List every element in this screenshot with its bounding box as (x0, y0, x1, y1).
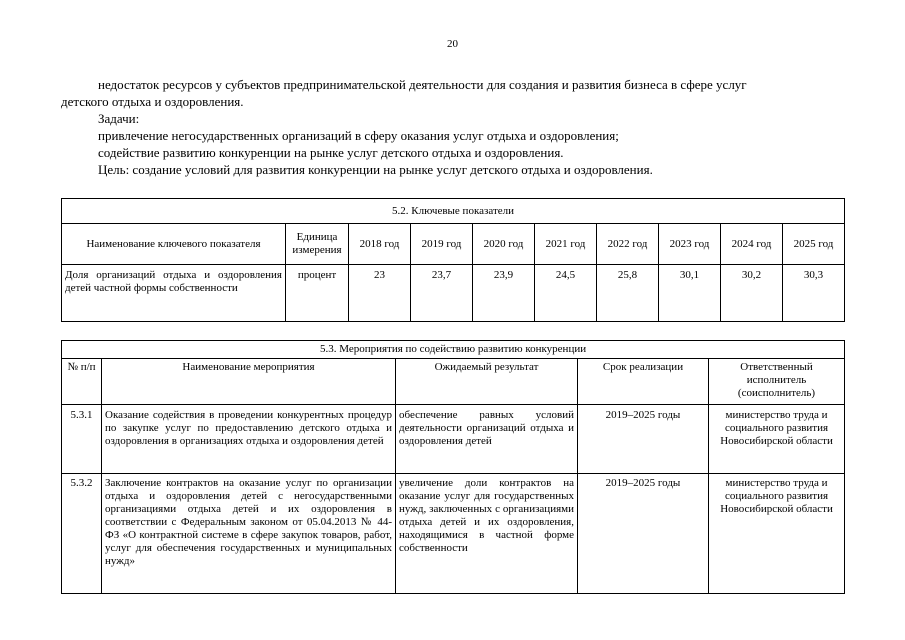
measure-name: Заключение контрактов на оказание услуг по организации отдыха и оздоровления детей с негосударственными организациями отдыха детей и их оздоровления в соответствии с Федеральным законом от 05.04.2013 № 44-ФЗ «О контрактной системе в сфере закупок товаров, работ, услуг для обеспечения государственных и муниципальных нужд» (102, 474, 396, 594)
value-2018: 23 (349, 265, 411, 322)
year-header-2025: 2025 год (783, 224, 845, 265)
measure-name-header: Наименование мероприятия (102, 359, 396, 405)
row-number: 5.3.1 (62, 405, 102, 474)
expected-result: увеличение доли контрактов на оказание услуг для государственных нужд, заключенных с организациями отдыха детей и их оздоровления, находящимися в частной форме собственности (396, 474, 578, 594)
value-2022: 25,8 (597, 265, 659, 322)
year-header-2021: 2021 год (535, 224, 597, 265)
expected-result-header: Ожидаемый результат (396, 359, 578, 405)
year-header-2023: 2023 год (659, 224, 721, 265)
term: 2019–2025 годы (578, 474, 709, 594)
measure-name: Оказание содействия в проведении конкурентных процедур по закупке услуг по предоставлению детского отдыха и оздоровления в организациях отдыха и оздоровления детей (102, 405, 396, 474)
responsible: министерство труда и социального развития Новосибирской области (709, 474, 845, 594)
task-item-2: содействие развитию конкуренции на рынке услуг детского отдыха и оздоровления. (98, 145, 564, 160)
year-header-2018: 2018 год (349, 224, 411, 265)
responsible: министерство труда и социального развития Новосибирской области (709, 405, 845, 474)
year-header-2019: 2019 год (411, 224, 473, 265)
tasks-heading: Задачи: (98, 111, 140, 126)
row-number: 5.3.2 (62, 474, 102, 594)
value-2020: 23,9 (473, 265, 535, 322)
indicator-name-header: Наименование ключевого показателя (62, 224, 286, 265)
value-2023: 30,1 (659, 265, 721, 322)
value-2019: 23,7 (411, 265, 473, 322)
term-header: Срок реализации (578, 359, 709, 405)
unit-cell: процент (286, 265, 349, 322)
measures-table (61, 340, 845, 594)
table-row (62, 405, 845, 474)
intro-line-1: недостаток ресурсов у субъектов предпринимательской деятельности для создания и развития бизнеса в сфере услуг (98, 77, 747, 92)
indicator-name-cell: Доля организаций отдыха и оздоровления детей частной формы собственности (62, 265, 286, 322)
task-item-1: привлечение негосударственных организаций в сферу оказания услуг отдыха и оздоровления; (98, 128, 619, 143)
value-2021: 24,5 (535, 265, 597, 322)
value-2025: 30,3 (783, 265, 845, 322)
term: 2019–2025 годы (578, 405, 709, 474)
year-header-2022: 2022 год (597, 224, 659, 265)
year-header-2024: 2024 год (721, 224, 783, 265)
value-2024: 30,2 (721, 265, 783, 322)
measures-title: 5.3. Мероприятия по содействию развитию конкуренции (62, 341, 845, 359)
responsible-header: Ответственный исполнитель (соисполнитель) (709, 359, 845, 405)
expected-result: обеспечение равных условий деятельности организаций отдыха и оздоровления детей (396, 405, 578, 474)
page-number: 20 (447, 38, 458, 50)
goal-statement: Цель: создание условий для развития конкуренции на рынке услуг детского отдыха и оздоровления. (98, 162, 653, 177)
intro-line-2: детского отдыха и оздоровления. (61, 94, 244, 109)
key-indicators-title: 5.2. Ключевые показатели (62, 199, 845, 224)
year-header-2020: 2020 год (473, 224, 535, 265)
table-row (62, 474, 845, 594)
unit-header: Единица измерения (286, 224, 349, 265)
num-header: № п/п (62, 359, 102, 405)
key-indicators-table (61, 198, 845, 322)
